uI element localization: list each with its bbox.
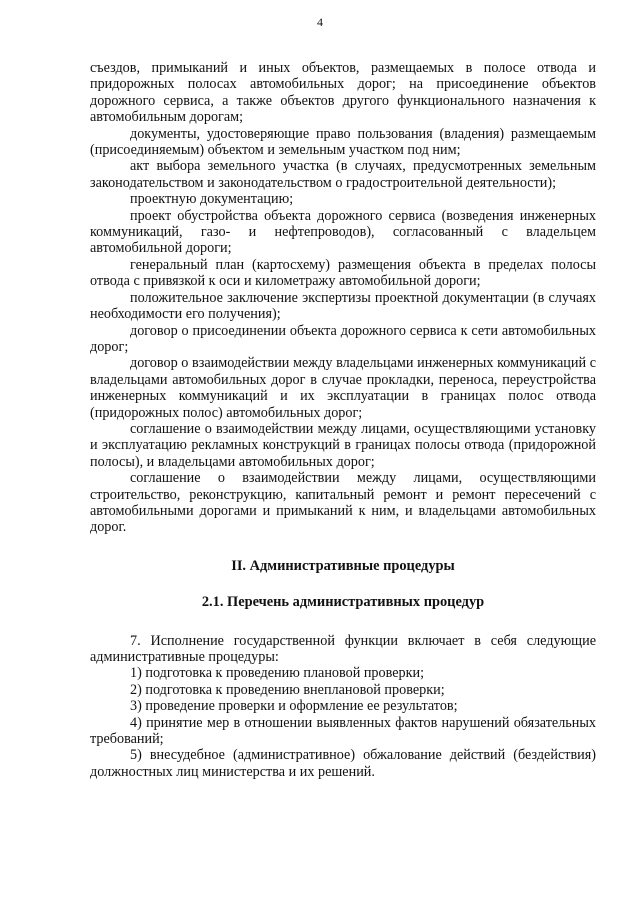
document-item: генеральный план (картосхему) размещения объекта в пределах полосы отвода с привязкой к оси и километражу автомобильной дороги; bbox=[90, 256, 596, 290]
procedure-item: 1) подготовка к проведению плановой проверки; bbox=[130, 665, 425, 682]
subsection-heading: 2.1. Перечень административных процедур bbox=[201, 594, 485, 611]
document-item: документы, удостоверяющие право пользования (владения) размещаемым (присоединяемым) объектом и земельным участком под ним; bbox=[90, 125, 596, 159]
document-item: акт выбора земельного участка (в случаях, предусмотренных земельным законодательством и законодательством о градостроительной деятельности); bbox=[90, 158, 596, 191]
clause-7: 7. Исполнение государственной функции включает в себя следующие административные процедуры: bbox=[90, 632, 596, 665]
procedure-item: 5) внесудебное (административное) обжалование действий (бездействия) должностных лиц министерства и их решений. bbox=[90, 747, 596, 780]
section-heading: II. Административные процедуры bbox=[231, 557, 455, 574]
intro-paragraph: съездов, примыканий и иных объектов, размещаемых в полосе отвода и придорожных полосах автомобильных дорог; на присоединение объектов дорожного сервиса, а также объектов другого функционального назначения к автомобильным дорогам; bbox=[90, 60, 596, 126]
page-number: 4 bbox=[317, 15, 323, 29]
document-item: соглашение о взаимодействии между лицами, осуществляющими установку и эксплуатацию рекламных конструкций в границах полосы отвода (придорожной полосы), и владельцами автомобильных дорог; bbox=[90, 420, 596, 470]
document-item: положительное заключение экспертизы проектной документации (в случаях необходимости его получения); bbox=[90, 289, 596, 323]
procedure-item: 2) подготовка к проведению внеплановой проверки; bbox=[130, 681, 445, 698]
document-item: проект обустройства объекта дорожного сервиса (возведения инженерных коммуникаций, газо- и нефтепроводов), согласованный с владельцем автомобильной дороги; bbox=[90, 207, 596, 257]
document-item: договор о присоединении объекта дорожного сервиса к сети автомобильных дорог; bbox=[90, 322, 596, 355]
page-body bbox=[90, 60, 596, 780]
procedure-item: 3) проведение проверки и оформление ее результатов; bbox=[130, 698, 458, 715]
document-item: соглашение о взаимодействии между лицами, осуществляющими строительство, реконструкцию, капитальный ремонт и ремонт пересечений с автомобильными дорогами и примыканий к ним, и владельцами автомобильных дорог. bbox=[90, 470, 596, 536]
document-item: договор о взаимодействии между владельцами инженерных коммуникаций с владельцами автомобильных дорог в случае прокладки, переноса, переустройства инженерных коммуникаций и их эксплуатации в границах полос отвода (придорожных полос) автомобильных дорог; bbox=[90, 355, 596, 421]
document-item: проектную документацию; bbox=[130, 191, 294, 208]
procedure-item: 4) принятие мер в отношении выявленных фактов нарушений обязательных требований; bbox=[90, 714, 596, 748]
